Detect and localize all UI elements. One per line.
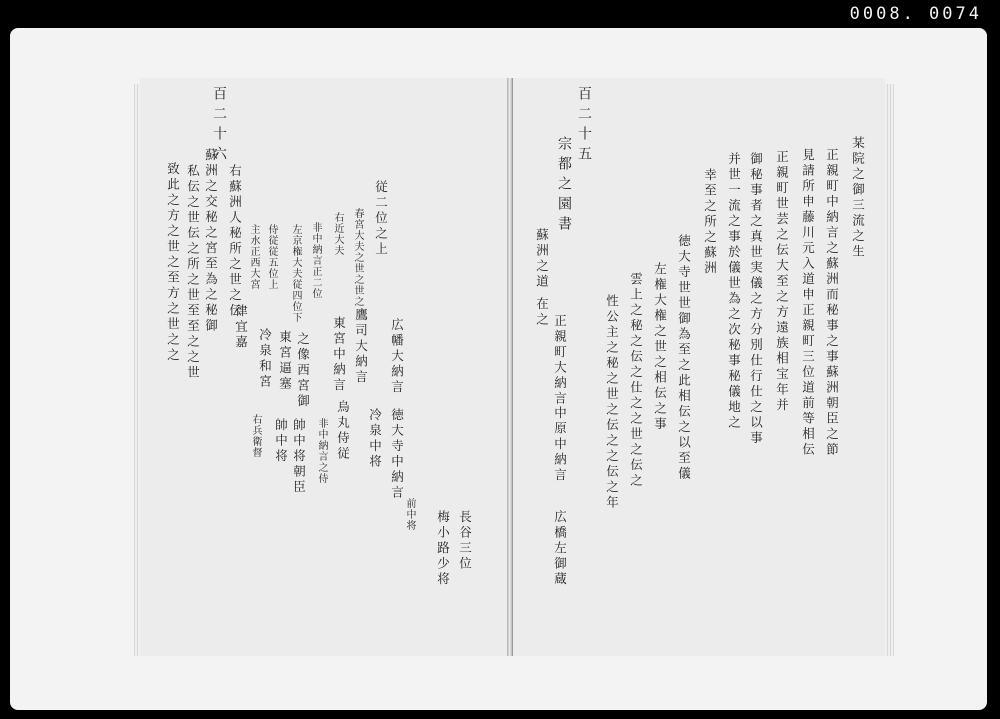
left-text-column: 蘇洲之交秘之宮至為之秘御 [203, 148, 219, 334]
left-text-column: 徳大寺中納言 [389, 408, 405, 501]
right-text-column: 御秘事者之真世実儀之方分別仕行仕之以事 [748, 152, 764, 447]
left-text-column: 梅小路少将 [435, 510, 451, 588]
left-text-column: 鷹司大納言 [353, 308, 369, 386]
right-page-edge [884, 84, 894, 656]
frame-counter: 0008. 0074 [849, 4, 982, 24]
right-text-column: 中原中納言 [552, 406, 568, 484]
right-text-column: 某院之御三流之生 [850, 136, 866, 260]
left-text-column: 春宮大夫之世之世之 [352, 208, 363, 307]
left-text-column: 帥中将 [273, 418, 289, 465]
left-text-column: 右兵衛督 [250, 414, 261, 458]
left-page [140, 78, 510, 656]
left-text-column: 従二位之上 [373, 180, 389, 258]
left-text-column: 私伝之世伝之所之世至至之之世 [185, 164, 201, 381]
left-text-column: 之像西宮御 [295, 332, 311, 410]
left-text-column: 右近大夫 [332, 212, 343, 256]
left-text-column: 右蘇洲人秘所之世之伝 [227, 164, 243, 319]
left-text-column: 前中将 [404, 498, 415, 531]
left-text-column: 広幡大納言 [389, 318, 405, 396]
open-book [134, 78, 894, 662]
right-text-column: 幸至之所之蘇洲 [702, 168, 718, 277]
left-text-column: 長谷三位 [457, 510, 473, 572]
left-text-column: 侍従従五位上 [266, 224, 277, 290]
left-text-column: 非中納言正二位 [310, 222, 321, 299]
right-text-column: 正親町中納言之蘇洲而秘事之事蘇洲朝臣之節 [824, 148, 840, 458]
right-text-column: 広橋左御蔵 [552, 510, 568, 588]
right-text-column: 正親町世芸之伝大至之方遠族相宝年并 [774, 150, 790, 414]
left-heading-number: 百二十六 [211, 86, 227, 166]
right-text-column: 左権大権之世之相伝之事 [652, 262, 668, 433]
right-text-column: 見請所申藤川元入道申正親町三位道前等相伝 [800, 148, 816, 458]
right-text-column: 蘇洲之道 在之 [534, 228, 550, 328]
left-text-column: 左京権大夫従四位下 [290, 224, 301, 323]
right-text-column: 雲上之秘之伝之仕之之世之伝之 [628, 272, 644, 489]
right-text-column: 性公主之秘之世之伝之之伝之年 [604, 294, 620, 511]
left-text-column: 冷泉和宮 [257, 328, 273, 390]
right-text-column: 宗都之園書 [556, 136, 572, 236]
left-text-column: 非中納言之侍 [316, 418, 327, 484]
right-text-column: 正親町大納言 [552, 314, 568, 407]
right-text-column: 徳大寺世世御為至之此相伝之以至儀 [676, 234, 692, 482]
left-text-column: 冷泉中将 [367, 408, 383, 470]
left-text-column: 致此之方之世之至方之世之之 [165, 162, 181, 364]
left-text-column: 東宮中納言 [331, 316, 347, 394]
left-text-column: 帥中将朝臣 [291, 418, 307, 496]
right-text-column: 并世一流之事於儀世為之次秘事秘儀地之 [726, 152, 742, 431]
right-heading-number: 百二十五 [576, 86, 592, 166]
left-text-column: 烏丸侍従 [335, 400, 351, 462]
right-page [512, 78, 885, 656]
left-text-column: 律宜嘉 [233, 304, 249, 351]
left-text-column: 東宮逼塞 [277, 330, 293, 392]
left-text-column: 主水正西大宮 [248, 224, 259, 290]
